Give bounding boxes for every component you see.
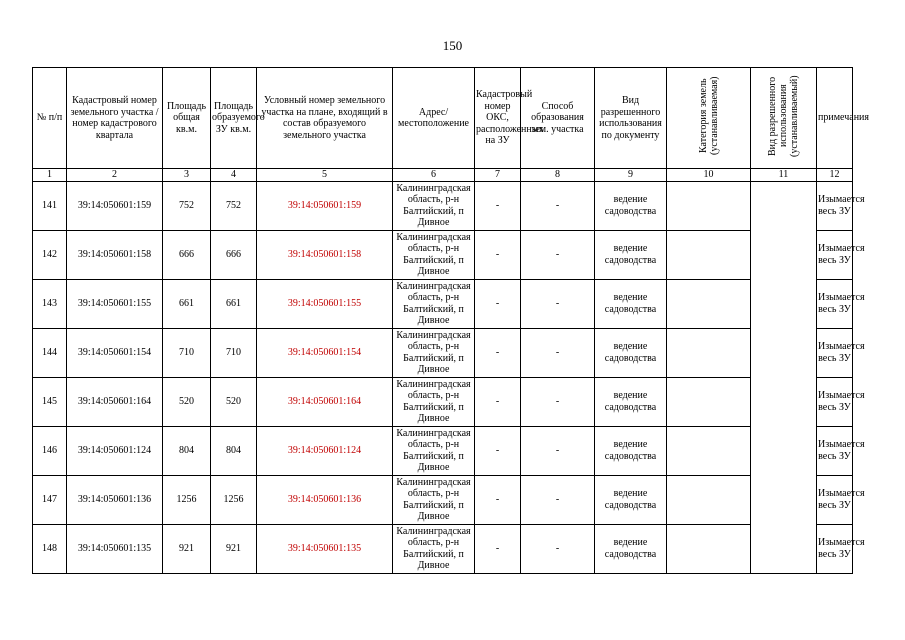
land-category (667, 279, 751, 328)
table-row (33, 377, 853, 426)
permitted-use: ведение садоводства (595, 181, 667, 230)
oks-number: - (475, 475, 521, 524)
header-formation-method: Способ образования зем. участка (521, 68, 595, 169)
table-row (33, 328, 853, 377)
formed-area: 661 (211, 279, 257, 328)
address: Калининградская область, р-н Балтийский, п Дивное (393, 475, 475, 524)
column-number: 12 (817, 169, 853, 182)
land-plots-table (32, 67, 869, 574)
table-row (33, 181, 853, 230)
permitted-use-set (751, 181, 817, 573)
oks-number: - (475, 279, 521, 328)
cadastral-number: 39:14:050601:124 (67, 426, 163, 475)
cadastral-number: 39:14:050601:158 (67, 230, 163, 279)
oks-number: - (475, 230, 521, 279)
conditional-number: 39:14:050601:136 (257, 475, 393, 524)
conditional-number: 39:14:050601:154 (257, 328, 393, 377)
column-number: 1 (33, 169, 67, 182)
row-index: 143 (33, 279, 67, 328)
total-area: 661 (163, 279, 211, 328)
formed-area: 520 (211, 377, 257, 426)
permitted-use: ведение садоводства (595, 279, 667, 328)
permitted-use: ведение садоводства (595, 328, 667, 377)
address: Калининградская область, р-н Балтийский, п Дивное (393, 426, 475, 475)
total-area: 921 (163, 524, 211, 573)
note: Изымается весь ЗУ (817, 426, 853, 475)
oks-number: - (475, 426, 521, 475)
header-oks-number: Кадастровый номер ОКС, расположенных на ЗУ (475, 68, 521, 169)
cadastral-number: 39:14:050601:159 (67, 181, 163, 230)
header-conditional-number: Условный номер земельного участка на плане, входящий в состав образуемого земельного участка (257, 68, 393, 169)
formation-method: - (521, 279, 595, 328)
total-area: 520 (163, 377, 211, 426)
row-index: 147 (33, 475, 67, 524)
address: Калининградская область, р-н Балтийский, п Дивное (393, 524, 475, 573)
formed-area: 752 (211, 181, 257, 230)
land-category (667, 328, 751, 377)
address: Калининградская область, р-н Балтийский, п Дивное (393, 377, 475, 426)
conditional-number: 39:14:050601:159 (257, 181, 393, 230)
header-cadastral-number: Кадастровый номер земельного участка /номер кадастрового квартала (67, 68, 163, 169)
permitted-use: ведение садоводства (595, 230, 667, 279)
row-index: 142 (33, 230, 67, 279)
formed-area: 1256 (211, 475, 257, 524)
conditional-number: 39:14:050601:164 (257, 377, 393, 426)
formed-area: 710 (211, 328, 257, 377)
cadastral-number: 39:14:050601:135 (67, 524, 163, 573)
formation-method: - (521, 181, 595, 230)
conditional-number: 39:14:050601:135 (257, 524, 393, 573)
column-number: 2 (67, 169, 163, 182)
column-number: 10 (667, 169, 751, 182)
formation-method: - (521, 426, 595, 475)
table-body (33, 181, 865, 573)
column-number: 6 (393, 169, 475, 182)
header-permitted-use-set-text: Вид разрешенного использования (устанавливаемый) (767, 75, 800, 158)
row-index: 148 (33, 524, 67, 573)
note: Изымается весь ЗУ (817, 524, 853, 573)
row-index: 145 (33, 377, 67, 426)
header-total-area: Площадь общая кв.м. (163, 68, 211, 169)
note: Изымается весь ЗУ (817, 328, 853, 377)
address: Калининградская область, р-н Балтийский, п Дивное (393, 181, 475, 230)
header-formed-area: Площадь образуемого ЗУ кв.м. (211, 68, 257, 169)
formed-area: 804 (211, 426, 257, 475)
header-notes: примечания (817, 68, 853, 169)
header-row (33, 68, 853, 169)
column-number: 11 (751, 169, 817, 182)
note: Изымается весь ЗУ (817, 230, 853, 279)
formation-method: - (521, 377, 595, 426)
total-area: 804 (163, 426, 211, 475)
land-category (667, 475, 751, 524)
column-number: 3 (163, 169, 211, 182)
conditional-number: 39:14:050601:155 (257, 279, 393, 328)
land-category (667, 426, 751, 475)
header-index: № п/п (33, 68, 67, 169)
permitted-use: ведение садоводства (595, 426, 667, 475)
permitted-use: ведение садоводства (595, 377, 667, 426)
formation-method: - (521, 230, 595, 279)
cadastral-number: 39:14:050601:154 (67, 328, 163, 377)
table-row (33, 230, 853, 279)
table-row (33, 475, 853, 524)
permitted-use: ведение садоводства (595, 524, 667, 573)
land-category (667, 230, 751, 279)
total-area: 1256 (163, 475, 211, 524)
land-category (667, 181, 751, 230)
header-permitted-use-set (751, 68, 817, 169)
total-area: 710 (163, 328, 211, 377)
formed-area: 666 (211, 230, 257, 279)
address: Калининградская область, р-н Балтийский, п Дивное (393, 279, 475, 328)
header-land-category (667, 68, 751, 169)
conditional-number: 39:14:050601:158 (257, 230, 393, 279)
land-category (667, 524, 751, 573)
table-row (33, 426, 853, 475)
cadastral-number: 39:14:050601:164 (67, 377, 163, 426)
permitted-use: ведение садоводства (595, 475, 667, 524)
formation-method: - (521, 328, 595, 377)
note: Изымается весь ЗУ (817, 181, 853, 230)
oks-number: - (475, 328, 521, 377)
page-number: 150 (442, 38, 463, 53)
column-number: 5 (257, 169, 393, 182)
total-area: 666 (163, 230, 211, 279)
oks-number: - (475, 181, 521, 230)
oks-number: - (475, 377, 521, 426)
note: Изымается весь ЗУ (817, 475, 853, 524)
column-number: 9 (595, 169, 667, 182)
cadastral-number: 39:14:050601:155 (67, 279, 163, 328)
table-row (33, 279, 853, 328)
land-category (667, 377, 751, 426)
table-row (33, 524, 853, 573)
row-index: 146 (33, 426, 67, 475)
address: Калининградская область, р-н Балтийский, п Дивное (393, 328, 475, 377)
address: Калининградская область, р-н Балтийский, п Дивное (393, 230, 475, 279)
note: Изымается весь ЗУ (817, 377, 853, 426)
total-area: 752 (163, 181, 211, 230)
header-address: Адрес/ местоположение (393, 68, 475, 169)
formation-method: - (521, 524, 595, 573)
row-index: 141 (33, 181, 67, 230)
header-permitted-use: Вид разрешенного использования по документу (595, 68, 667, 169)
column-number-row (33, 169, 853, 182)
formed-area: 921 (211, 524, 257, 573)
row-index: 144 (33, 328, 67, 377)
conditional-number: 39:14:050601:124 (257, 426, 393, 475)
header-land-category-text: Категория земель (устанавливаемая) (697, 77, 720, 156)
column-number: 8 (521, 169, 595, 182)
column-number: 7 (475, 169, 521, 182)
oks-number: - (475, 524, 521, 573)
cadastral-number: 39:14:050601:136 (67, 475, 163, 524)
note: Изымается весь ЗУ (817, 279, 853, 328)
formation-method: - (521, 475, 595, 524)
column-number: 4 (211, 169, 257, 182)
